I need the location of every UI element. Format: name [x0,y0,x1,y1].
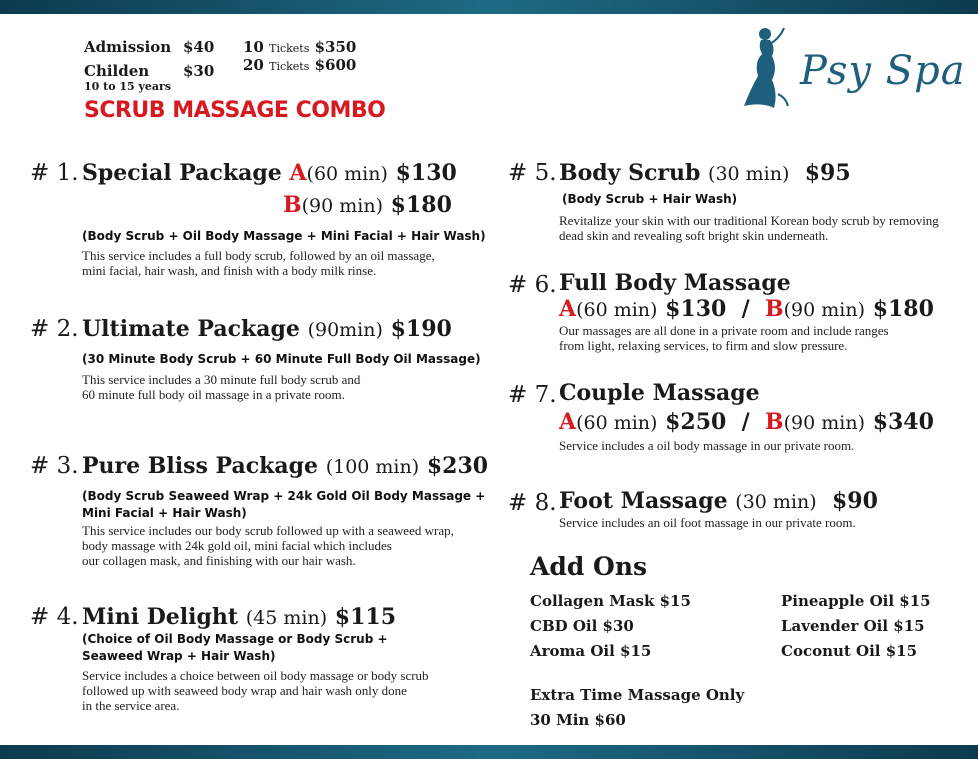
service-subtitle [82,631,388,665]
option-letter: A [289,160,307,186]
ticket-row-10 [243,38,356,56]
service-name: Body Scrub [559,160,701,186]
service-price: $190 [390,316,452,342]
admission-label: Admission [84,38,172,56]
service-description [82,372,360,402]
service-options: A(60 min) $250 / B(90 min) $340 [559,409,934,435]
service-number: # 7. [508,382,557,408]
admission-price: $40 [183,38,215,56]
service-price: $90 [831,488,878,514]
option-price: $130 [665,296,727,322]
service-name: Pure Bliss Package [82,453,319,479]
ticket-label: Tickets [269,42,310,55]
subtitle-line: Seaweed Wrap + Hair Wash) [82,649,276,663]
option-duration: (90 min) [301,195,383,217]
subtitle-line: (Choice of Oil Body Massage or Body Scrub + [82,632,388,646]
children-price: $30 [183,62,215,80]
service-subtitle [82,488,485,522]
service-title [559,488,878,514]
bottom-border-bar [0,745,978,759]
ticket-count: 20 [243,56,264,74]
service-description [82,523,454,568]
service-description [559,323,889,353]
service-description [82,668,429,713]
addon-item: Pineapple Oil $15 [781,592,931,610]
option-duration: (90 min) [783,412,866,434]
option-letter: B [283,192,302,218]
option-letter: A [559,409,577,435]
addon-item: CBD Oil $30 [530,617,634,635]
subtitle-line: (Body Scrub Seaweed Wrap + 24k Gold Oil Body Massage + [82,489,486,503]
service-title [82,453,488,479]
service-name: Mini Delight [82,604,239,630]
service-title [559,160,851,186]
description-line: Service includes a oil body massage in our private room. [559,438,855,453]
addon-item: Lavender Oil $15 [781,617,925,635]
service-duration: (45 min) [245,607,328,629]
service-description [559,438,854,453]
description-line: our collagen mask, and finishing with our hair wash. [82,553,356,568]
service-title [82,316,452,342]
option-duration: (60 min) [576,299,658,321]
option-price: $250 [665,409,727,435]
description-line: Revitalize your skin with our traditional Korean body scrub by removing [559,213,939,228]
service-subtitle: (Body Scrub + Hair Wash) [562,192,738,206]
option-price: $130 [395,160,457,186]
service-duration: (30 min) [708,163,790,185]
service-price: $230 [426,453,489,479]
addon-item: Coconut Oil $15 [781,642,918,660]
extra-time-item: 30 Min $60 [530,711,626,729]
description-line: This service includes a full body scrub, followed by an oil massage, [82,248,435,263]
service-number: # 3. [30,453,79,479]
extra-time-title: Extra Time Massage Only [530,686,745,704]
service-name: Couple Massage [559,380,760,406]
service-number: # 8. [508,490,557,516]
top-border-bar [0,0,978,14]
service-name: Foot Massage [559,488,728,514]
description-line: in the service area. [82,698,180,713]
description-line: Service includes a choice between oil body massage or body scrub [82,668,429,683]
subtitle-line: Mini Facial + Hair Wash) [82,506,247,520]
option-price: $180 [872,296,934,322]
service-price: $95 [804,160,851,186]
ticket-row-20 [243,56,356,74]
service-title [82,604,396,630]
ticket-count: 10 [243,38,264,56]
description-line: mini facial, hair wash, and finish with a body milk rinse. [82,263,377,278]
description-line: Service includes an oil foot massage in our private room. [559,515,856,530]
option-letter: B [765,296,784,322]
logo [740,24,966,114]
service-subtitle: (Body Scrub + Oil Body Massage + Mini Facial + Hair Wash) [82,229,486,243]
description-line: Our massages are all done in a private room and include ranges [559,323,889,338]
service-title [82,160,457,186]
description-line: This service includes a 30 minute full body scrub and [82,372,361,387]
option-letter: A [559,296,577,322]
ticket-price: $600 [314,56,357,74]
woman-silhouette-icon [740,24,790,112]
service-duration: (100 min) [325,456,420,478]
description-line: followed up with seaweed body wrap and hair wash only done [82,683,407,698]
service-number: # 5. [508,160,557,186]
service-options: A(60 min) $130 / B(90 min) $180 [559,296,934,322]
service-number: # 6. [508,272,557,298]
combo-title: SCRUB MASSAGE COMBO [84,98,386,123]
option-duration: (60 min) [576,412,658,434]
addon-item: Aroma Oil $15 [530,642,652,660]
description-line: 60 minute full body oil massage in a private room. [82,387,345,402]
service-price: $115 [334,604,397,630]
service-description [82,248,435,278]
service-description [559,515,856,530]
service-number: # 1. [30,160,79,186]
service-name: Ultimate Package [82,316,300,342]
description-line: from light, relaxing services, to firm and slow pressure. [559,338,848,353]
description-line: body massage with 24k gold oil, mini facial which includes [82,538,392,553]
service-option-b [283,192,452,218]
ticket-label: Tickets [269,60,310,73]
service-name: Special Package [82,160,282,186]
logo-text: Psy Spa [800,48,966,94]
service-name: Full Body Massage [559,270,791,296]
ticket-price: $350 [314,38,357,56]
addons-title: Add Ons [530,552,648,581]
service-subtitle: (30 Minute Body Scrub + 60 Minute Full Body Oil Massage) [82,352,481,366]
description-line: dead skin and revealing soft bright skin underneath. [559,228,829,243]
children-label: Childen [84,62,150,80]
option-letter: B [765,409,784,435]
service-duration: (90min) [307,319,383,341]
option-price: $180 [390,192,452,218]
option-duration: (60 min) [306,163,388,185]
description-line: This service includes our body scrub followed up with a seaweed wrap, [82,523,454,538]
service-description [559,213,939,243]
addon-item: Collagen Mask $15 [530,592,691,610]
service-duration: (30 min) [735,491,817,513]
children-age-note: 10 to 15 years [84,80,172,93]
service-number: # 2. [30,316,79,342]
option-price: $340 [872,409,934,435]
option-duration: (90 min) [783,299,866,321]
service-number: # 4. [30,604,79,630]
